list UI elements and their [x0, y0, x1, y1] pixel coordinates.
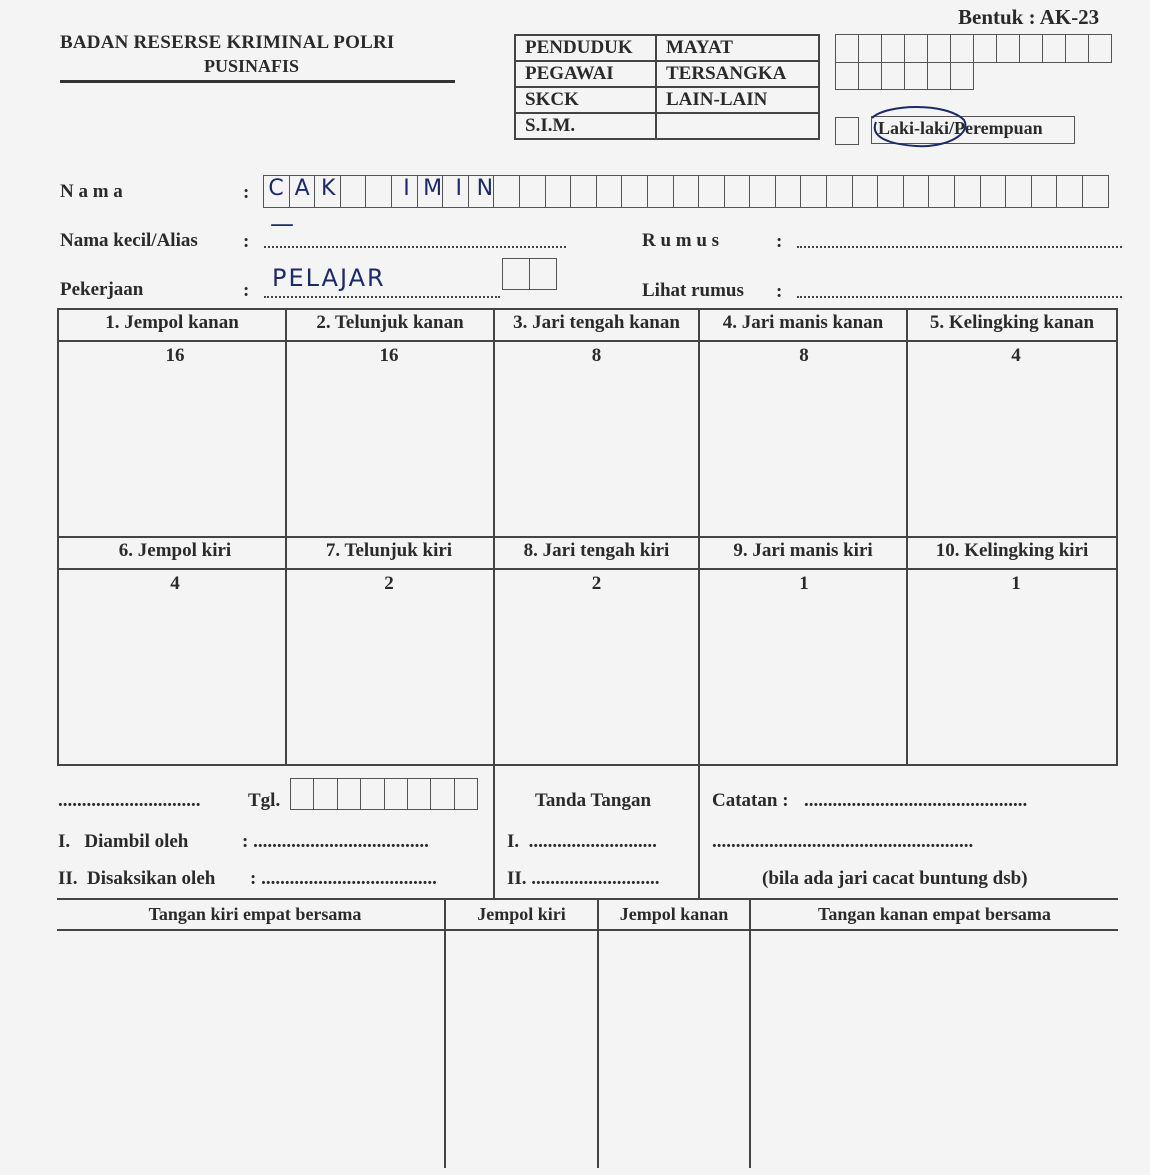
agency-subtitle: PUSINAFIS	[204, 56, 300, 76]
finger-header-3: 3. Jari tengah kanan	[513, 312, 680, 333]
grid-line	[493, 308, 495, 898]
finger-header-10: 10. Kelingking kiri	[935, 540, 1089, 561]
code-boxes-row2[interactable]	[835, 62, 974, 90]
title-underline	[60, 80, 455, 83]
category-option[interactable]	[656, 113, 819, 139]
finger-header-8: 8. Jari tengah kiri	[523, 540, 670, 561]
rumus-line[interactable]	[797, 246, 1122, 248]
signature-ii[interactable]: II. ...........................	[507, 868, 660, 889]
category-option[interactable]: PENDUDUK	[515, 35, 656, 61]
circled-mark-icon	[866, 104, 970, 150]
category-option[interactable]: TERSANGKA	[656, 61, 819, 87]
lihat-rumus-colon: :	[776, 281, 783, 302]
category-row	[515, 113, 819, 139]
nama-label: N a m a	[60, 181, 123, 202]
pekerjaan-colon: :	[243, 280, 250, 301]
nama-char: K	[321, 176, 336, 201]
grid-line	[57, 929, 1118, 931]
finger-value-7: 2	[384, 573, 394, 594]
nama-char: I	[455, 176, 462, 201]
lihat-rumus-line[interactable]	[797, 296, 1122, 298]
finger-value-8: 2	[591, 573, 602, 594]
finger-value-1: 16	[165, 345, 185, 366]
date-place-dots[interactable]: ..............................	[58, 790, 201, 811]
nama-char: N	[476, 176, 494, 201]
gender-checkbox[interactable]	[835, 117, 859, 145]
nama-char	[341, 176, 367, 201]
nama-value	[263, 176, 498, 201]
finger-value-2: 16	[379, 345, 399, 366]
nama-colon: :	[243, 182, 250, 203]
finger-value-10: 1	[1011, 573, 1021, 594]
finger-header-4: 4. Jari manis kanan	[722, 312, 884, 333]
alias-colon: :	[243, 231, 250, 252]
grid-line	[57, 764, 1118, 766]
pekerjaan-code-boxes[interactable]	[502, 258, 557, 290]
category-option[interactable]: LAIN-LAIN	[656, 87, 819, 113]
pekerjaan-value: PELAJAR	[272, 264, 386, 292]
grid-line	[57, 568, 1118, 570]
finger-header-2: 2. Telunjuk kanan	[316, 312, 464, 333]
grid-line	[57, 308, 1118, 310]
alias-label: Nama kecil/Alias	[60, 230, 198, 251]
code-boxes-row1[interactable]	[835, 34, 1112, 63]
gender-label[interactable]: Laki-laki/Perempuan	[878, 118, 1043, 138]
grid-line	[749, 898, 751, 1168]
grid-line	[1116, 308, 1118, 766]
category-table	[514, 34, 820, 140]
rumus-label: R u m u s	[642, 230, 720, 251]
nama-char: A	[294, 176, 310, 201]
diambil-label: I. Diambil oleh	[58, 831, 189, 852]
grid-line	[57, 340, 1118, 342]
grid-line	[57, 536, 1118, 538]
category-row	[515, 61, 819, 87]
form-code: Bentuk : AK-23	[958, 5, 1100, 29]
pekerjaan-label: Pekerjaan	[60, 279, 144, 300]
alias-line[interactable]	[264, 246, 566, 248]
diambil-field[interactable]: : .....................................	[242, 831, 429, 852]
nama-char	[367, 176, 393, 201]
bottom-header-left-four: Tangan kiri empat bersama	[148, 904, 362, 924]
finger-header-5: 5. Kelingking kanan	[929, 312, 1095, 333]
bottom-header-right-four: Tangan kanan empat bersama	[818, 904, 1051, 924]
category-option[interactable]: SKCK	[515, 87, 656, 113]
signature-i[interactable]: I. ...........................	[507, 831, 657, 852]
category-row	[515, 87, 819, 113]
disaksikan-field[interactable]: : .....................................	[250, 868, 437, 889]
grid-line	[597, 898, 599, 1168]
finger-value-5: 4	[1011, 345, 1021, 366]
lihat-rumus-label: Lihat rumus	[642, 280, 744, 301]
category-option[interactable]: MAYAT	[656, 35, 819, 61]
grid-line	[906, 308, 908, 766]
finger-value-4: 8	[799, 345, 809, 366]
finger-header-7: 7. Telunjuk kiri	[325, 540, 453, 561]
category-option[interactable]: S.I.M.	[515, 113, 656, 139]
alias-value: —	[270, 210, 294, 238]
finger-value-3: 8	[591, 345, 602, 366]
grid-line	[285, 308, 287, 766]
grid-line	[444, 898, 446, 1168]
bottom-header-left-thumb: Jempol kiri	[477, 904, 566, 924]
nama-char: I	[403, 176, 410, 201]
nama-char: M	[423, 176, 443, 201]
finger-header-6: 6. Jempol kiri	[118, 540, 232, 561]
bottom-header-right-thumb: Jempol kanan	[619, 904, 729, 924]
signature-label: Tanda Tangan	[535, 790, 652, 811]
category-row	[515, 35, 819, 61]
catatan-line-2[interactable]: .......................................................	[712, 831, 974, 852]
catatan-label: Catatan :	[712, 790, 789, 811]
finger-value-9: 1	[799, 573, 809, 594]
catatan-note: (bila ada jari cacat buntung dsb)	[762, 868, 1028, 889]
rumus-colon: :	[776, 231, 783, 252]
catatan-line-1[interactable]: ...............................................	[804, 790, 1028, 811]
tgl-boxes[interactable]	[290, 778, 478, 810]
finger-header-9: 9. Jari manis kiri	[733, 540, 873, 561]
agency-title: BADAN RESERSE KRIMINAL POLRI	[60, 32, 395, 53]
pekerjaan-line[interactable]	[264, 296, 500, 298]
tgl-label: Tgl.	[248, 790, 281, 811]
nama-char: C	[268, 176, 284, 201]
grid-line	[57, 898, 1118, 900]
grid-line	[57, 308, 59, 766]
disaksikan-label: II. Disaksikan oleh	[58, 868, 216, 889]
category-option[interactable]: PEGAWAI	[515, 61, 656, 87]
grid-line	[698, 308, 700, 898]
finger-value-6: 4	[170, 573, 180, 594]
finger-header-1: 1. Jempol kanan	[105, 312, 239, 333]
